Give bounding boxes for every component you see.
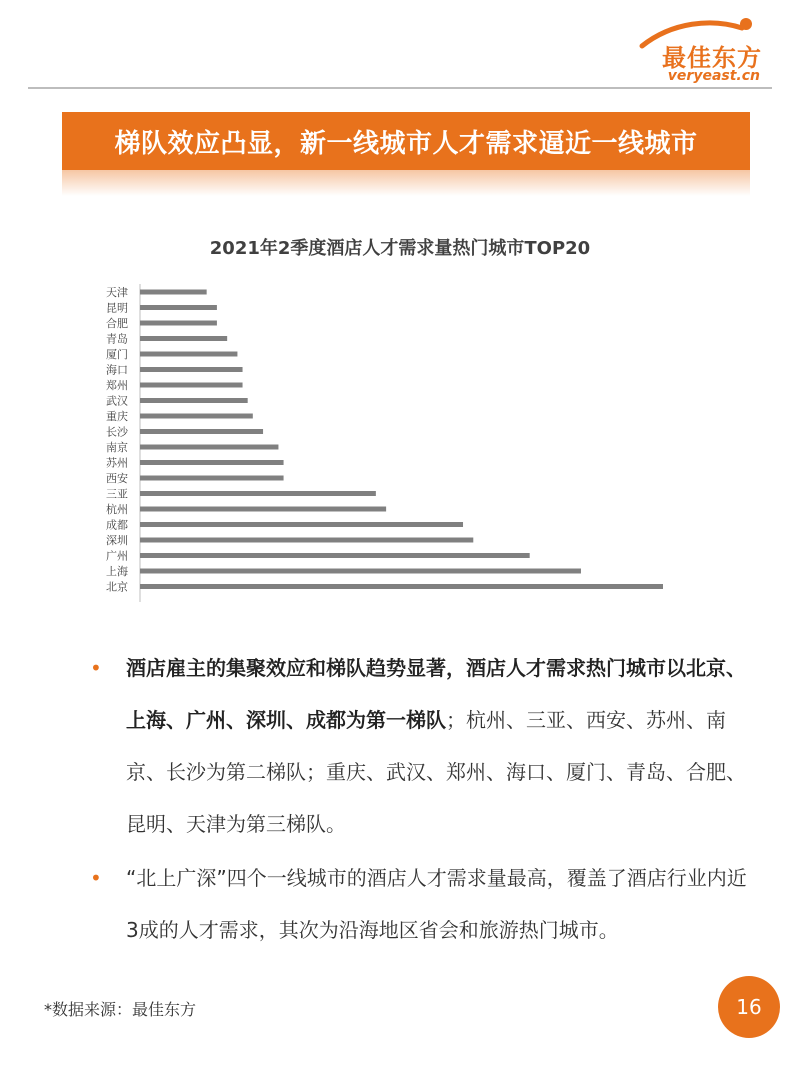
tick-label-15: 杭州 bbox=[106, 503, 128, 516]
tick-label-20: 北京 bbox=[106, 580, 128, 594]
bar-2 bbox=[140, 305, 217, 310]
chart-title: 2021年2季度酒店人才需求量热门城市TOP20 bbox=[209, 238, 591, 259]
bar-18 bbox=[140, 553, 530, 558]
bar-5 bbox=[140, 352, 237, 357]
bar-14 bbox=[140, 491, 376, 496]
tick-label-11: 南京 bbox=[106, 441, 128, 454]
bar-7 bbox=[140, 383, 243, 388]
banner-title: 梯队效应凸显，新一线城市人才需求逼近一线城市 bbox=[114, 128, 698, 159]
bar-17 bbox=[140, 538, 473, 543]
tick-label-5: 厦门 bbox=[106, 348, 128, 361]
bar-6 bbox=[140, 367, 243, 372]
bullet-text: “北上广深”四个一线城市的酒店人才需求量最高，覆盖了酒店行业内近3成的人才需求，其次为沿海地区省会和旅游热门城市。 bbox=[126, 866, 747, 942]
bullet-list bbox=[90, 642, 750, 956]
tick-label-1: 天津 bbox=[106, 286, 128, 299]
tick-label-17: 深圳 bbox=[106, 534, 128, 547]
header-divider bbox=[28, 87, 772, 89]
tick-label-2: 昆明 bbox=[106, 301, 128, 315]
tick-label-4: 青岛 bbox=[106, 332, 128, 346]
logo-text-en: veryeast.cn bbox=[667, 68, 760, 84]
tick-label-12: 苏州 bbox=[106, 456, 128, 470]
tick-label-6: 海口 bbox=[106, 363, 128, 377]
bullet-item bbox=[90, 642, 750, 850]
tick-label-7: 郑州 bbox=[106, 379, 128, 392]
tick-label-13: 西安 bbox=[106, 472, 128, 485]
bar-4 bbox=[140, 336, 227, 341]
bar-8 bbox=[140, 398, 248, 403]
bar-9 bbox=[140, 414, 253, 419]
bar-3 bbox=[140, 321, 217, 326]
bullet-item bbox=[90, 852, 750, 956]
bar-10 bbox=[140, 429, 263, 434]
tick-label-8: 武汉 bbox=[106, 394, 128, 408]
tick-label-10: 长沙 bbox=[106, 425, 128, 439]
bar-19 bbox=[140, 569, 581, 574]
logo-text-cn: 最佳东方 bbox=[662, 44, 762, 72]
bar-16 bbox=[140, 522, 463, 527]
bar-13 bbox=[140, 476, 284, 481]
banner-shadow bbox=[62, 170, 750, 196]
tick-label-9: 重庆 bbox=[106, 410, 128, 423]
tick-label-14: 三亚 bbox=[106, 487, 128, 501]
data-source-note: *数据来源：最佳东方 bbox=[44, 1000, 197, 1019]
tick-label-19: 上海 bbox=[106, 565, 128, 578]
bar-chart bbox=[0, 280, 800, 610]
bullet-text: ；杭州、三亚、西安、苏州、南京、长沙为第二梯队；重庆、武汉、郑州、海口、厦门、青岛、合肥、昆明、天津为第三梯队。 bbox=[126, 708, 746, 836]
tick-label-16: 成都 bbox=[106, 518, 128, 532]
bullet-dot-icon: • bbox=[90, 866, 102, 890]
bar-11 bbox=[140, 445, 278, 450]
logo bbox=[602, 14, 762, 84]
tick-label-3: 合肥 bbox=[106, 317, 128, 330]
bullet-dot-icon: • bbox=[90, 656, 102, 680]
bar-1 bbox=[140, 290, 207, 295]
bar-20 bbox=[140, 584, 663, 589]
bullet-bold-text: 酒店雇主的集聚效应和梯队趋势显著，酒店人才需求热门城市以北京、上海、广州、深圳、成都为第一梯队 bbox=[126, 656, 746, 732]
section-banner bbox=[62, 112, 750, 170]
bar-12 bbox=[140, 460, 284, 465]
bar-15 bbox=[140, 507, 386, 512]
page-number: 16 bbox=[718, 976, 780, 1038]
tick-label-18: 广州 bbox=[106, 549, 128, 563]
